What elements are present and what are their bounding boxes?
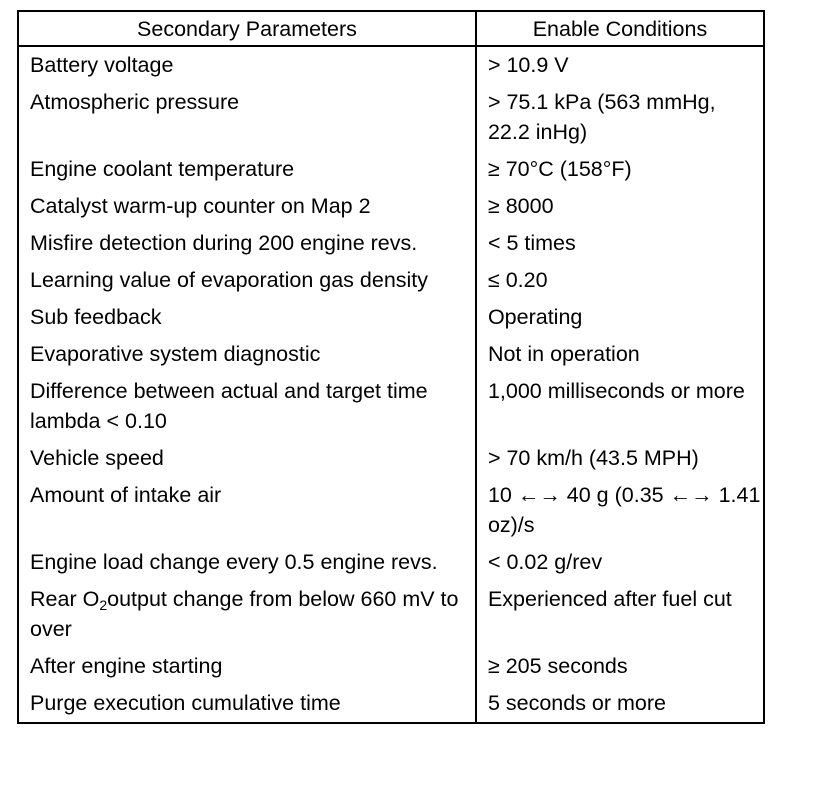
table-row [18, 685, 764, 723]
parameter-cell: Purge execution cumulative time [18, 685, 476, 723]
condition-cell: ≥ 8000 [476, 188, 764, 225]
parameter-subscript: 2 [99, 597, 108, 613]
table-row [18, 581, 764, 648]
condition-cell: ≥ 205 seconds [476, 648, 764, 685]
parameter-cell: Engine load change every 0.5 engine revs. [18, 544, 476, 581]
condition-cell: 5 seconds or more [476, 685, 764, 723]
parameter-cell: Evaporative system diagnostic [18, 336, 476, 373]
parameter-cell: Engine coolant temperature [18, 151, 476, 188]
table-row [18, 188, 764, 225]
condition-cell: > 75.1 kPa (563 mmHg, 22.2 inHg) [476, 84, 764, 151]
parameter-text-before-subscript: Rear O [30, 587, 100, 611]
table-row [18, 84, 764, 151]
parameter-cell: Atmospheric pressure [18, 84, 476, 151]
condition-cell: ≥ 70°C (158°F) [476, 151, 764, 188]
table-row [18, 336, 764, 373]
condition-cell: Experienced after fuel cut [476, 581, 764, 648]
parameter-cell: Battery voltage [18, 46, 476, 84]
table-row [18, 262, 764, 299]
condition-cell: 10 ←→ 40 g (0.35 ←→ 1.41 oz)/s [476, 477, 764, 544]
parameter-cell: Learning value of evaporation gas density [18, 262, 476, 299]
parameter-cell: After engine starting [18, 648, 476, 685]
header-secondary-parameters: Secondary Parameters [18, 11, 476, 46]
table-row [18, 373, 764, 440]
table-row [18, 648, 764, 685]
condition-cell: < 5 times [476, 225, 764, 262]
table-row [18, 477, 764, 544]
condition-cell: 1,000 milliseconds or more [476, 373, 764, 440]
parameter-cell: Difference between actual and target time lambda < 0.10 [18, 373, 476, 440]
parameter-cell: Vehicle speed [18, 440, 476, 477]
parameter-cell: Sub feedback [18, 299, 476, 336]
secondary-parameters-table [17, 10, 765, 724]
table-row [18, 46, 764, 84]
parameter-cell: Catalyst warm-up counter on Map 2 [18, 188, 476, 225]
condition-cell: ≤ 0.20 [476, 262, 764, 299]
table-row [18, 299, 764, 336]
parameter-cell [18, 581, 476, 648]
parameter-text-after-subscript: output change from below 660 mV to over [30, 587, 459, 641]
table-row [18, 225, 764, 262]
table-row [18, 440, 764, 477]
table-header-row [18, 11, 764, 46]
condition-cell: < 0.02 g/rev [476, 544, 764, 581]
header-enable-conditions: Enable Conditions [476, 11, 764, 46]
condition-cell: > 10.9 V [476, 46, 764, 84]
table-row [18, 151, 764, 188]
condition-cell: > 70 km/h (43.5 MPH) [476, 440, 764, 477]
parameter-cell: Misfire detection during 200 engine revs. [18, 225, 476, 262]
condition-cell: Not in operation [476, 336, 764, 373]
table-row [18, 544, 764, 581]
parameter-cell: Amount of intake air [18, 477, 476, 544]
condition-cell: Operating [476, 299, 764, 336]
